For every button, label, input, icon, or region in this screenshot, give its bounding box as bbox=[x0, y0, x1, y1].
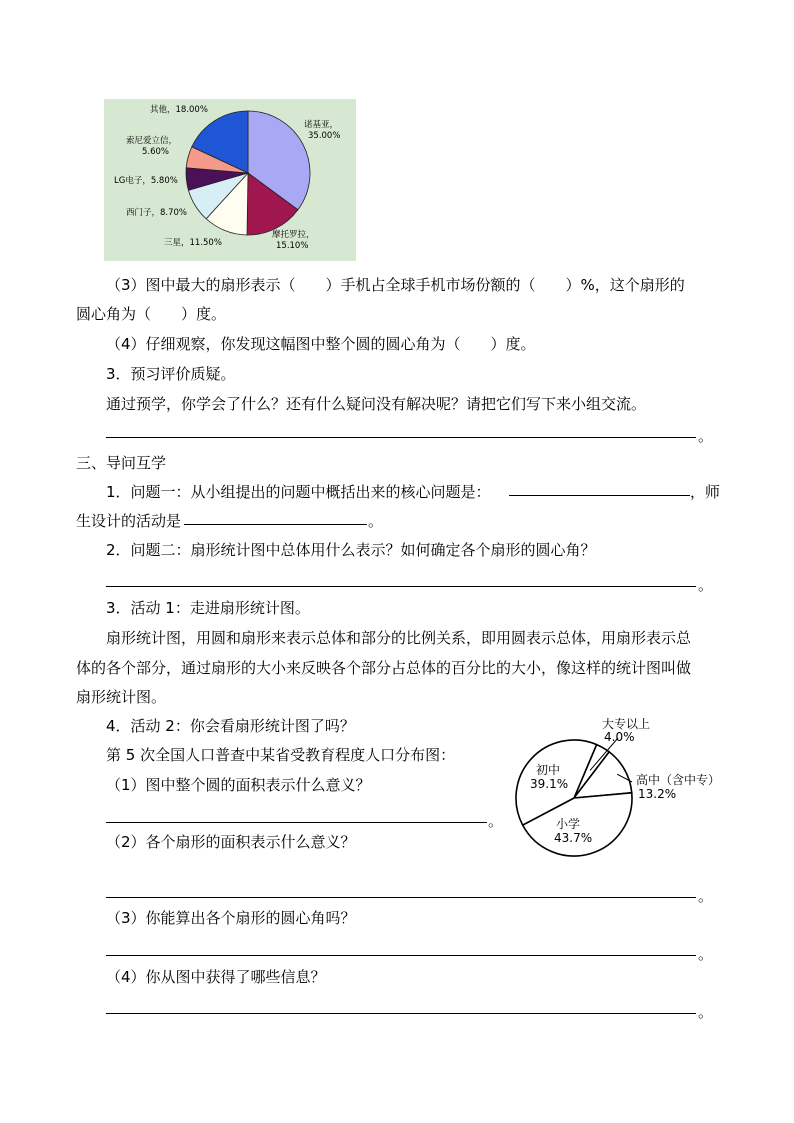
section-3-heading: 三、导问互学 bbox=[76, 454, 167, 472]
activity-1-paragraph-line-1: 扇形统计图，用圆和扇形来表示总体和部分的比例关系，即用圆表示总体，用扇形表示总 bbox=[106, 629, 692, 647]
market-share-label: LG电子，5.80% bbox=[114, 176, 178, 186]
question-3-line-1: （3）图中最大的扇形表示（ ）手机占全球手机市场份额的（ ）%，这个扇形的 bbox=[106, 276, 685, 294]
activity-blank[interactable] bbox=[184, 524, 367, 525]
education-pie-chart bbox=[508, 712, 748, 872]
market-share-pie-svg bbox=[104, 99, 356, 261]
market-share-label: 三星，11.50% bbox=[164, 238, 222, 248]
education-label: 小学 bbox=[556, 817, 581, 831]
answer-line[interactable] bbox=[106, 955, 696, 956]
activity-1-paragraph-line-3: 扇形统计图。 bbox=[76, 688, 167, 706]
market-share-pie-chart bbox=[104, 99, 356, 261]
answer-line[interactable] bbox=[106, 822, 487, 823]
answer-line[interactable] bbox=[106, 437, 696, 438]
market-share-label: 索尼爱立信， bbox=[126, 136, 178, 146]
education-value-label: 39.1% bbox=[530, 777, 569, 791]
question-3-line-2: 圆心角为（ ）度。 bbox=[76, 305, 227, 323]
line-end-period: 。 bbox=[698, 427, 714, 445]
education-label: 大专以上 bbox=[602, 717, 651, 731]
problem-1-suffix: ，师 bbox=[690, 483, 721, 501]
market-share-label: 其他，18.00% bbox=[150, 105, 208, 115]
market-share-label: 摩托罗拉， bbox=[272, 230, 315, 240]
education-label: 初中 bbox=[536, 763, 561, 777]
education-label: 高中（含中专） bbox=[636, 773, 721, 787]
core-question-blank[interactable] bbox=[509, 495, 690, 496]
activity-2-question-4: （4）你从图中获得了哪些信息？ bbox=[106, 968, 326, 986]
line-end-period: 。 bbox=[698, 945, 714, 963]
section-preview-evaluation-text: 通过预学，你学会了什么？还有什么疑问没有解决呢？请把它们写下来小组交流。 bbox=[106, 395, 647, 413]
education-value-label: 4.0% bbox=[604, 730, 635, 744]
problem-2-text: 2．问题二：扇形统计图中总体用什么表示？如何确定各个扇形的圆心角？ bbox=[106, 541, 596, 559]
line-end-period: 。 bbox=[698, 576, 714, 594]
problem-1-text: 1．问题一：从小组提出的问题中概括出来的核心问题是： bbox=[106, 483, 491, 501]
problem-1-activity-text: 生设计的活动是 bbox=[76, 512, 182, 530]
market-share-label: 西门子，8.70% bbox=[126, 208, 188, 218]
market-share-value-label: 15.10% bbox=[276, 241, 309, 251]
market-share-value-label: 5.60% bbox=[142, 147, 170, 157]
line-end-period: 。 bbox=[488, 812, 504, 830]
activity-2-intro: 第 5 次全国人口普查中某省受教育程度人口分布图： bbox=[106, 746, 456, 764]
answer-line[interactable] bbox=[106, 1013, 696, 1014]
market-share-value-label: 35.00% bbox=[308, 131, 341, 141]
activity-2-question-3: （3）你能算出各个扇形的圆心角吗？ bbox=[106, 909, 356, 927]
question-4: （4）仔细观察，你发现这幅图中整个圆的圆心角为（ ）度。 bbox=[106, 335, 536, 353]
activity-1-title: 3．活动 1：走进扇形统计图。 bbox=[106, 599, 310, 617]
education-pie-svg bbox=[508, 712, 748, 872]
education-value-label: 43.7% bbox=[554, 831, 593, 845]
activity-2-question-1: （1）图中整个圆的面积表示什么意义？ bbox=[106, 776, 371, 794]
activity-2-title: 4．活动 2：你会看扇形统计图了吗？ bbox=[106, 717, 355, 735]
line-end-period: 。 bbox=[368, 512, 384, 530]
line-end-period: 。 bbox=[698, 887, 714, 905]
activity-1-paragraph-line-2: 体的各个部分，通过扇形的大小来反映各个部分占总体的百分比的大小，像这样的统计图叫做 bbox=[76, 659, 692, 677]
activity-2-question-2: （2）各个扇形的面积表示什么意义？ bbox=[106, 833, 356, 851]
market-share-label: 诺基亚， bbox=[304, 120, 339, 130]
education-value-label: 13.2% bbox=[638, 787, 677, 801]
answer-line[interactable] bbox=[106, 586, 696, 587]
section-preview-evaluation-title: 3．预习评价质疑。 bbox=[106, 365, 236, 383]
answer-line[interactable] bbox=[106, 897, 696, 898]
line-end-period: 。 bbox=[698, 1003, 714, 1021]
